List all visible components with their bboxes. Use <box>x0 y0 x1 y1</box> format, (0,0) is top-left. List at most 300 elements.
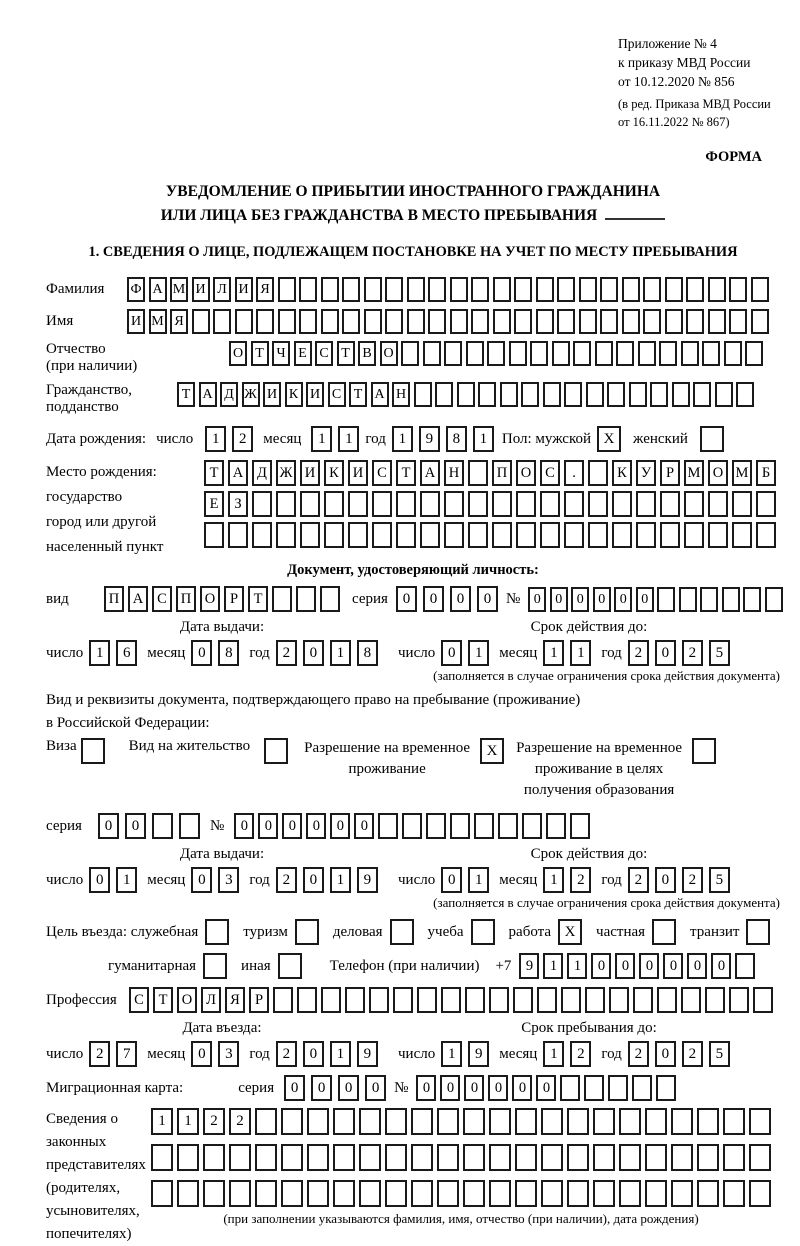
char-cell[interactable] <box>636 491 656 517</box>
char-cell[interactable] <box>465 987 485 1013</box>
char-cell[interactable]: 0 <box>396 586 417 612</box>
char-cell[interactable]: Л <box>201 987 221 1013</box>
char-cell[interactable] <box>151 1180 173 1207</box>
char-cell[interactable] <box>745 341 763 366</box>
char-cell[interactable] <box>522 813 542 839</box>
char-cell[interactable] <box>428 309 446 334</box>
char-cell[interactable] <box>151 1144 173 1171</box>
char-cell[interactable]: 0 <box>593 587 611 612</box>
char-cell[interactable]: К <box>285 382 303 407</box>
temp-residence-edu-checkbox[interactable] <box>692 738 716 764</box>
char-cell[interactable] <box>564 522 584 548</box>
char-cell[interactable] <box>567 1108 589 1135</box>
char-cell[interactable] <box>307 1180 329 1207</box>
char-cell[interactable]: 1 <box>205 426 226 452</box>
char-cell[interactable]: 0 <box>655 867 676 893</box>
char-cell[interactable]: 0 <box>512 1075 532 1101</box>
char-cell[interactable] <box>546 813 566 839</box>
char-cell[interactable]: А <box>199 382 217 407</box>
char-cell[interactable] <box>585 987 605 1013</box>
char-cell[interactable] <box>697 1144 719 1171</box>
char-cell[interactable]: 5 <box>709 867 730 893</box>
char-cell[interactable] <box>273 987 293 1013</box>
char-cell[interactable] <box>272 586 292 612</box>
char-cell[interactable] <box>671 1180 693 1207</box>
char-cell[interactable] <box>609 987 629 1013</box>
char-cell[interactable] <box>751 309 769 334</box>
char-cell[interactable] <box>541 1180 563 1207</box>
char-cell[interactable]: 0 <box>614 587 632 612</box>
char-cell[interactable] <box>659 341 677 366</box>
char-cell[interactable] <box>736 382 754 407</box>
char-cell[interactable] <box>474 813 494 839</box>
char-cell[interactable] <box>342 277 360 302</box>
char-cell[interactable] <box>177 1180 199 1207</box>
char-cell[interactable]: С <box>152 586 172 612</box>
char-cell[interactable] <box>348 522 368 548</box>
char-cell[interactable]: 2 <box>570 867 591 893</box>
char-cell[interactable]: 6 <box>116 640 137 666</box>
char-cell[interactable] <box>450 309 468 334</box>
char-cell[interactable]: 2 <box>232 426 253 452</box>
char-cell[interactable] <box>593 1108 615 1135</box>
char-cell[interactable] <box>632 1075 652 1101</box>
char-cell[interactable] <box>660 522 680 548</box>
char-cell[interactable] <box>296 586 316 612</box>
char-cell[interactable] <box>321 987 341 1013</box>
char-cell[interactable] <box>457 382 475 407</box>
char-cell[interactable] <box>435 382 453 407</box>
char-cell[interactable]: А <box>420 460 440 486</box>
char-cell[interactable] <box>751 277 769 302</box>
char-cell[interactable] <box>729 277 747 302</box>
char-cell[interactable] <box>252 491 272 517</box>
char-cell[interactable]: 8 <box>446 426 467 452</box>
char-cell[interactable]: Л <box>213 277 231 302</box>
char-cell[interactable]: 7 <box>116 1041 137 1067</box>
male-checkbox[interactable]: X <box>597 426 621 452</box>
char-cell[interactable]: 2 <box>203 1108 225 1135</box>
char-cell[interactable]: 0 <box>416 1075 436 1101</box>
char-cell[interactable] <box>735 953 755 979</box>
char-cell[interactable]: 9 <box>468 1041 489 1067</box>
char-cell[interactable] <box>593 1180 615 1207</box>
char-cell[interactable]: О <box>380 341 398 366</box>
char-cell[interactable] <box>276 522 296 548</box>
char-cell[interactable] <box>541 1144 563 1171</box>
char-cell[interactable]: Т <box>396 460 416 486</box>
char-cell[interactable]: 0 <box>191 867 212 893</box>
char-cell[interactable] <box>468 460 488 486</box>
char-cell[interactable]: 9 <box>357 1041 378 1067</box>
char-cell[interactable]: И <box>192 277 210 302</box>
char-cell[interactable] <box>612 522 632 548</box>
char-cell[interactable]: 0 <box>639 953 659 979</box>
char-cell[interactable]: 0 <box>191 1041 212 1067</box>
char-cell[interactable] <box>437 1180 459 1207</box>
char-cell[interactable]: И <box>235 277 253 302</box>
char-cell[interactable]: 0 <box>191 640 212 666</box>
char-cell[interactable]: 0 <box>258 813 278 839</box>
char-cell[interactable]: 3 <box>218 867 239 893</box>
char-cell[interactable]: 0 <box>440 1075 460 1101</box>
char-cell[interactable] <box>540 491 560 517</box>
char-cell[interactable] <box>333 1108 355 1135</box>
char-cell[interactable]: С <box>540 460 560 486</box>
char-cell[interactable] <box>645 1180 667 1207</box>
char-cell[interactable] <box>521 382 539 407</box>
char-cell[interactable] <box>423 341 441 366</box>
char-cell[interactable] <box>348 491 368 517</box>
char-cell[interactable] <box>493 277 511 302</box>
char-cell[interactable] <box>636 522 656 548</box>
char-cell[interactable] <box>426 813 446 839</box>
char-cell[interactable] <box>307 1108 329 1135</box>
char-cell[interactable]: 1 <box>330 1041 351 1067</box>
temp-residence-checkbox[interactable]: X <box>480 738 504 764</box>
business-checkbox[interactable] <box>390 919 414 945</box>
char-cell[interactable] <box>708 309 726 334</box>
char-cell[interactable] <box>516 522 536 548</box>
char-cell[interactable] <box>420 491 440 517</box>
char-cell[interactable]: 1 <box>392 426 413 452</box>
char-cell[interactable] <box>756 522 776 548</box>
char-cell[interactable] <box>681 341 699 366</box>
char-cell[interactable] <box>385 1108 407 1135</box>
char-cell[interactable] <box>500 382 518 407</box>
char-cell[interactable] <box>540 522 560 548</box>
char-cell[interactable]: С <box>315 341 333 366</box>
char-cell[interactable] <box>684 491 704 517</box>
char-cell[interactable] <box>489 1180 511 1207</box>
char-cell[interactable] <box>622 309 640 334</box>
char-cell[interactable]: С <box>129 987 149 1013</box>
char-cell[interactable]: 0 <box>636 587 654 612</box>
char-cell[interactable] <box>324 522 344 548</box>
char-cell[interactable] <box>385 309 403 334</box>
char-cell[interactable] <box>643 309 661 334</box>
char-cell[interactable] <box>468 522 488 548</box>
residence-permit-checkbox[interactable] <box>264 738 288 764</box>
char-cell[interactable]: П <box>176 586 196 612</box>
char-cell[interactable] <box>679 587 697 612</box>
char-cell[interactable] <box>723 1180 745 1207</box>
char-cell[interactable] <box>579 277 597 302</box>
char-cell[interactable]: О <box>229 341 247 366</box>
char-cell[interactable] <box>573 341 591 366</box>
char-cell[interactable] <box>660 491 680 517</box>
char-cell[interactable] <box>753 987 773 1013</box>
char-cell[interactable] <box>463 1108 485 1135</box>
char-cell[interactable]: 0 <box>477 586 498 612</box>
char-cell[interactable]: Я <box>256 277 274 302</box>
char-cell[interactable] <box>255 1180 277 1207</box>
char-cell[interactable]: 0 <box>330 813 350 839</box>
char-cell[interactable] <box>444 341 462 366</box>
char-cell[interactable]: 0 <box>284 1075 305 1101</box>
char-cell[interactable] <box>608 1075 628 1101</box>
char-cell[interactable] <box>595 341 613 366</box>
char-cell[interactable]: 1 <box>543 953 563 979</box>
char-cell[interactable]: 2 <box>682 867 703 893</box>
char-cell[interactable] <box>407 309 425 334</box>
char-cell[interactable] <box>715 382 733 407</box>
char-cell[interactable]: Ж <box>276 460 296 486</box>
char-cell[interactable]: С <box>372 460 392 486</box>
char-cell[interactable] <box>588 460 608 486</box>
char-cell[interactable] <box>468 491 488 517</box>
char-cell[interactable] <box>564 491 584 517</box>
char-cell[interactable]: П <box>104 586 124 612</box>
char-cell[interactable]: 1 <box>177 1108 199 1135</box>
char-cell[interactable]: 2 <box>276 1041 297 1067</box>
char-cell[interactable]: О <box>708 460 728 486</box>
char-cell[interactable] <box>530 341 548 366</box>
char-cell[interactable] <box>411 1108 433 1135</box>
char-cell[interactable] <box>364 309 382 334</box>
char-cell[interactable] <box>281 1108 303 1135</box>
char-cell[interactable] <box>584 1075 604 1101</box>
char-cell[interactable] <box>536 309 554 334</box>
char-cell[interactable]: Т <box>349 382 367 407</box>
char-cell[interactable]: М <box>684 460 704 486</box>
char-cell[interactable] <box>203 1180 225 1207</box>
char-cell[interactable]: 1 <box>567 953 587 979</box>
char-cell[interactable] <box>417 987 437 1013</box>
char-cell[interactable] <box>359 1144 381 1171</box>
char-cell[interactable]: 8 <box>357 640 378 666</box>
char-cell[interactable]: 0 <box>536 1075 556 1101</box>
char-cell[interactable] <box>633 987 653 1013</box>
char-cell[interactable] <box>321 309 339 334</box>
char-cell[interactable] <box>543 382 561 407</box>
char-cell[interactable] <box>369 987 389 1013</box>
char-cell[interactable] <box>299 309 317 334</box>
char-cell[interactable]: Р <box>224 586 244 612</box>
char-cell[interactable] <box>749 1180 771 1207</box>
char-cell[interactable]: А <box>149 277 167 302</box>
char-cell[interactable] <box>756 491 776 517</box>
char-cell[interactable] <box>204 522 224 548</box>
char-cell[interactable] <box>607 382 625 407</box>
char-cell[interactable]: 1 <box>543 867 564 893</box>
char-cell[interactable]: 5 <box>709 1041 730 1067</box>
char-cell[interactable] <box>489 987 509 1013</box>
char-cell[interactable]: 0 <box>234 813 254 839</box>
char-cell[interactable] <box>228 522 248 548</box>
char-cell[interactable] <box>333 1180 355 1207</box>
work-checkbox[interactable]: X <box>558 919 582 945</box>
char-cell[interactable] <box>393 987 413 1013</box>
char-cell[interactable] <box>300 491 320 517</box>
char-cell[interactable] <box>428 277 446 302</box>
char-cell[interactable]: 0 <box>303 1041 324 1067</box>
char-cell[interactable] <box>732 522 752 548</box>
char-cell[interactable] <box>450 277 468 302</box>
char-cell[interactable] <box>765 587 783 612</box>
char-cell[interactable] <box>723 1144 745 1171</box>
char-cell[interactable]: 0 <box>98 813 119 839</box>
char-cell[interactable]: О <box>200 586 220 612</box>
char-cell[interactable] <box>385 277 403 302</box>
char-cell[interactable]: 2 <box>570 1041 591 1067</box>
char-cell[interactable]: О <box>177 987 197 1013</box>
char-cell[interactable] <box>686 277 704 302</box>
char-cell[interactable] <box>671 1108 693 1135</box>
char-cell[interactable] <box>333 1144 355 1171</box>
char-cell[interactable] <box>600 277 618 302</box>
char-cell[interactable] <box>616 341 634 366</box>
char-cell[interactable] <box>516 491 536 517</box>
char-cell[interactable] <box>509 341 527 366</box>
char-cell[interactable] <box>579 309 597 334</box>
char-cell[interactable] <box>588 522 608 548</box>
char-cell[interactable] <box>359 1108 381 1135</box>
char-cell[interactable]: 1 <box>330 867 351 893</box>
char-cell[interactable] <box>684 522 704 548</box>
other-checkbox[interactable] <box>278 953 302 979</box>
char-cell[interactable] <box>450 813 470 839</box>
char-cell[interactable]: 1 <box>151 1108 173 1135</box>
char-cell[interactable]: 0 <box>303 867 324 893</box>
char-cell[interactable]: 9 <box>419 426 440 452</box>
char-cell[interactable]: Т <box>248 586 268 612</box>
char-cell[interactable] <box>600 309 618 334</box>
char-cell[interactable] <box>557 309 575 334</box>
char-cell[interactable]: 1 <box>330 640 351 666</box>
char-cell[interactable]: 0 <box>450 586 471 612</box>
char-cell[interactable]: Н <box>392 382 410 407</box>
char-cell[interactable] <box>514 309 532 334</box>
char-cell[interactable]: К <box>612 460 632 486</box>
char-cell[interactable]: 1 <box>570 640 591 666</box>
char-cell[interactable]: А <box>128 586 148 612</box>
char-cell[interactable]: П <box>492 460 512 486</box>
char-cell[interactable] <box>619 1180 641 1207</box>
char-cell[interactable] <box>177 1144 199 1171</box>
char-cell[interactable] <box>702 341 720 366</box>
char-cell[interactable]: Е <box>294 341 312 366</box>
char-cell[interactable]: Р <box>660 460 680 486</box>
char-cell[interactable] <box>567 1180 589 1207</box>
char-cell[interactable] <box>466 341 484 366</box>
char-cell[interactable]: 0 <box>338 1075 359 1101</box>
char-cell[interactable] <box>588 491 608 517</box>
char-cell[interactable] <box>749 1144 771 1171</box>
char-cell[interactable]: 0 <box>365 1075 386 1101</box>
char-cell[interactable]: 2 <box>628 640 649 666</box>
char-cell[interactable] <box>487 341 505 366</box>
tourism-checkbox[interactable] <box>295 919 319 945</box>
char-cell[interactable]: М <box>170 277 188 302</box>
char-cell[interactable] <box>593 1144 615 1171</box>
char-cell[interactable]: И <box>263 382 281 407</box>
char-cell[interactable] <box>411 1144 433 1171</box>
char-cell[interactable] <box>437 1144 459 1171</box>
char-cell[interactable] <box>492 491 512 517</box>
char-cell[interactable] <box>612 491 632 517</box>
char-cell[interactable] <box>342 309 360 334</box>
char-cell[interactable] <box>489 1108 511 1135</box>
char-cell[interactable]: 0 <box>571 587 589 612</box>
char-cell[interactable] <box>345 987 365 1013</box>
char-cell[interactable] <box>229 1144 251 1171</box>
char-cell[interactable] <box>396 522 416 548</box>
char-cell[interactable]: 1 <box>89 640 110 666</box>
char-cell[interactable] <box>619 1108 641 1135</box>
char-cell[interactable] <box>463 1144 485 1171</box>
char-cell[interactable] <box>321 277 339 302</box>
char-cell[interactable] <box>564 382 582 407</box>
char-cell[interactable]: Ф <box>127 277 145 302</box>
char-cell[interactable]: Я <box>170 309 188 334</box>
char-cell[interactable]: 8 <box>218 640 239 666</box>
char-cell[interactable] <box>299 277 317 302</box>
char-cell[interactable]: 3 <box>218 1041 239 1067</box>
char-cell[interactable]: 0 <box>303 640 324 666</box>
char-cell[interactable] <box>638 341 656 366</box>
char-cell[interactable] <box>297 987 317 1013</box>
char-cell[interactable] <box>179 813 200 839</box>
char-cell[interactable]: Т <box>337 341 355 366</box>
char-cell[interactable] <box>650 382 668 407</box>
char-cell[interactable]: И <box>348 460 368 486</box>
char-cell[interactable] <box>749 1108 771 1135</box>
char-cell[interactable] <box>278 277 296 302</box>
char-cell[interactable]: 2 <box>682 640 703 666</box>
char-cell[interactable]: . <box>564 460 584 486</box>
char-cell[interactable]: 1 <box>543 640 564 666</box>
char-cell[interactable] <box>402 813 422 839</box>
char-cell[interactable]: 0 <box>282 813 302 839</box>
char-cell[interactable]: 2 <box>276 867 297 893</box>
char-cell[interactable]: 5 <box>709 640 730 666</box>
char-cell[interactable]: 9 <box>357 867 378 893</box>
char-cell[interactable]: 2 <box>229 1108 251 1135</box>
char-cell[interactable] <box>255 1108 277 1135</box>
char-cell[interactable]: К <box>324 460 344 486</box>
char-cell[interactable]: Ч <box>272 341 290 366</box>
char-cell[interactable] <box>705 987 725 1013</box>
char-cell[interactable]: 0 <box>711 953 731 979</box>
study-checkbox[interactable] <box>471 919 495 945</box>
char-cell[interactable] <box>570 813 590 839</box>
char-cell[interactable] <box>378 813 398 839</box>
char-cell[interactable] <box>657 587 675 612</box>
char-cell[interactable] <box>471 309 489 334</box>
char-cell[interactable] <box>396 491 416 517</box>
char-cell[interactable] <box>515 1180 537 1207</box>
char-cell[interactable] <box>385 1144 407 1171</box>
char-cell[interactable]: И <box>127 309 145 334</box>
char-cell[interactable]: 0 <box>655 640 676 666</box>
char-cell[interactable]: Е <box>204 491 224 517</box>
char-cell[interactable] <box>672 382 690 407</box>
char-cell[interactable] <box>622 277 640 302</box>
humanitarian-checkbox[interactable] <box>203 953 227 979</box>
char-cell[interactable]: Т <box>177 382 195 407</box>
char-cell[interactable]: 0 <box>89 867 110 893</box>
char-cell[interactable]: 0 <box>488 1075 508 1101</box>
char-cell[interactable] <box>203 1144 225 1171</box>
char-cell[interactable]: 0 <box>441 867 462 893</box>
char-cell[interactable]: 0 <box>311 1075 332 1101</box>
char-cell[interactable]: В <box>358 341 376 366</box>
char-cell[interactable]: И <box>306 382 324 407</box>
char-cell[interactable] <box>255 1144 277 1171</box>
char-cell[interactable] <box>372 491 392 517</box>
char-cell[interactable]: А <box>228 460 248 486</box>
